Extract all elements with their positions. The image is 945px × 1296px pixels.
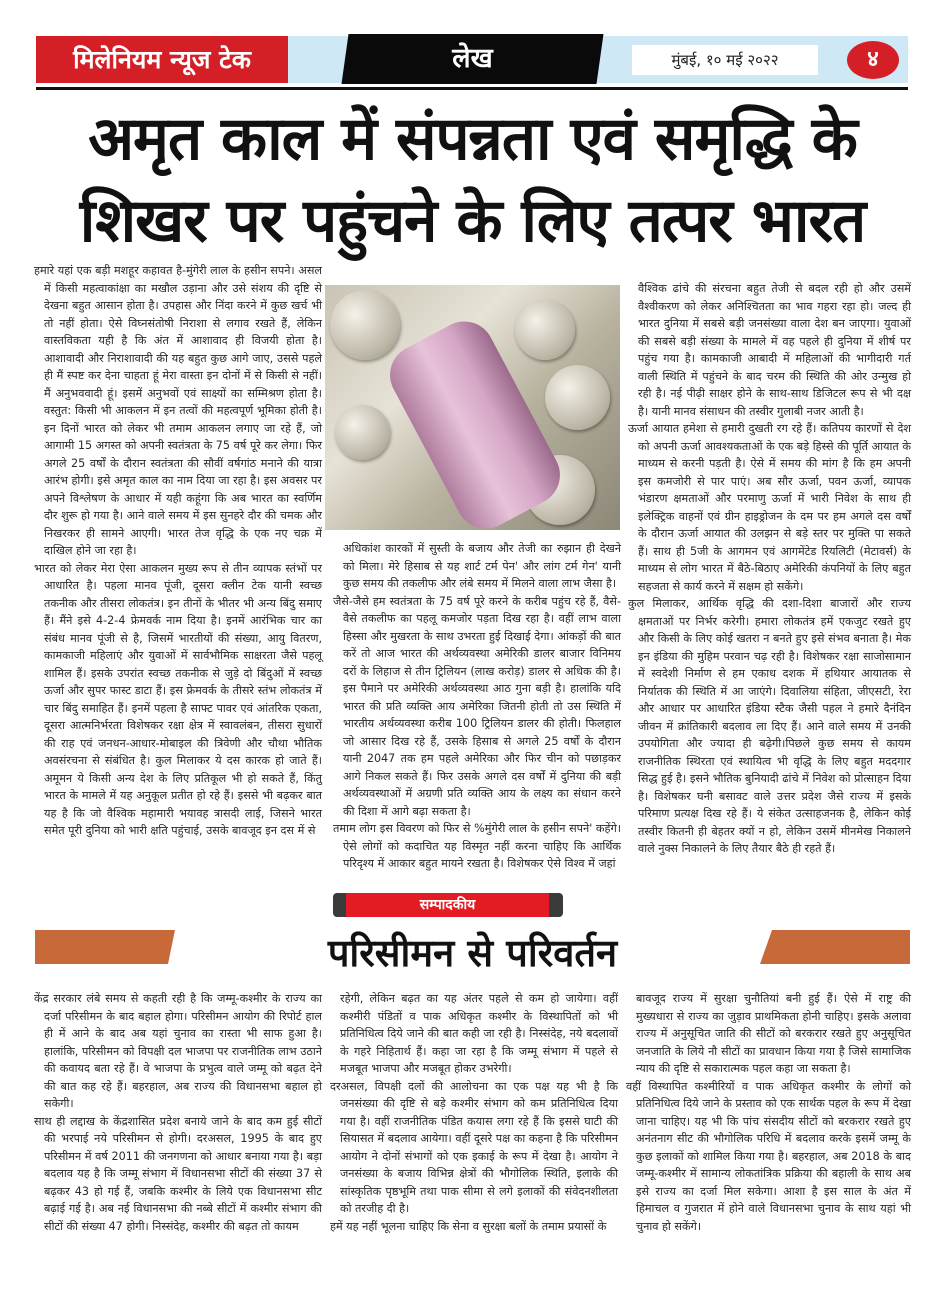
page-number: ४ bbox=[847, 41, 899, 79]
editorial-column-2 bbox=[330, 990, 618, 1235]
header-divider bbox=[36, 87, 908, 90]
coin-image bbox=[330, 290, 400, 360]
coin-image bbox=[545, 365, 610, 430]
paragraph: भारत को लेकर मेरा ऐसा आकलन मुख्य रूप से तीन व्यापक स्तंभों पर आधारित है। पहला मानव पूंजी, दूसरा क्लीन टेक यानी स्वच्छ तकनीक और तीसरा लोकतंत्र। इन तीनों के भीतर भी अन्य बिंदु समाए हैं। मैंने इसे 4-2-4 फ्रेमवर्क नाम दिया है। इनमें आरंभिक चार का संबंध मानव पूंजी से है, जिसमें भारतीयों की संख्या, आयु वितरण, कामकाजी महिलाएं और युवाओं में सार्वभौमिक साक्षरता जैसे पहलू शामिल हैं। इसके उपरांत स्वच्छ तकनीक से जुड़े दो बिंदुओं में स्वच्छ ऊर्जा और सुपर फास्ट डाटा हैं। इस फ्रेमवर्क के तीसरे स्तंभ लोकतंत्र में चार बिंदु समाहित हैं। इनमें पहला है साफ्ट पावर एवं आंतरिक एकता, दूसरा आत्मनिर्भरता विशेषकर रक्षा क्षेत्र में स्वावलंबन, तीसरा सुधारों की राह एवं जनधन-आधार-मोबाइल की त्रिवेणी और चौथा भौतिक अवसंरचना से संबंधित है। कुल मिलाकर ये दस कारक हो जाते हैं। अमूमन ये किसी अन्य देश के लिए प्रतिकूल भी हो सकते हैं, किंतु भारत के मामले में यह अनुकूल प्रतीत हो रहे हैं। इससे भी बढ़कर बात यह है कि जो वैश्विक महामारी भयावह त्रासदी लाई, जिसने भारत समेत पूरी दुनिया को भारी क्षति पहुंचाई, उसके बावजूद इन दस में से bbox=[34, 561, 322, 837]
article-column-3 bbox=[628, 280, 911, 858]
paragraph: तमाम लोग इस विवरण को फिर से %मुंगेरी लाल के हसीन सपने' कहेंगे। ऐसे लोगों को कदाचित यह विस्मृत नहीं करना चाहिए कि आर्थिक परिदृश्य में आकार बहुत मायने रखता है। विशेषकर ऐसे विश्व में जहां bbox=[333, 822, 621, 870]
headline-line-2: शिखर पर पहुंचने के लिए तत्पर भारत bbox=[79, 186, 866, 256]
paragraph: कुल मिलाकर, आर्थिक वृद्धि की दशा-दिशा बाजारों और राज्य क्षमताओं पर निर्भर करेगी। हमारा लोकतंत्र हमें एकजुट रखते हुए और किसी के लिए कोई खतरा न बनते हुए इसे संभव बनाता है। मेक इन इंडिया की मुहिम परवान चढ़ रही है। विशेषकर रक्षा साजोसामान में स्वदेशी निर्माण से हम एकाध दशक में हथियार आयातक से निर्यातक की स्थिति में आ जाएंगे। दिवालिया संहिता, जीएसटी, रेरा और आधार पर आधारित इंडिया स्टैक जैसी पहल ने हमारे दैनंदिन जीवन में क्रांतिकारी बदलाव ला दिए हैं। आने वाले समय में उनकी उपयोगिता और ज्यादा ही बढ़ेगी।पिछले कुछ समय से कायम राजनीतिक स्थिरता एवं स्थायित्व भी वृद्धि के लिए बहुत मददगार सिद्ध हुई है। इसने भौतिक बुनियादी ढांचे में निवेश को प्रोत्साहन दिया है। विशेषकर घनी बसावट वाले उत्तर प्रदेश जैसे राज्य में इसके परिमाण प्रत्यक्ष दिख रहे हैं। ये संकेत उत्साहजनक है, लेकिन कोई तस्वीर कितनी ही बेहतर क्यों न हो, लेकिन उसमें मीनमेख निकालने वाले नुक्स निकालने के लिए तैयार बैठे ही रहते हैं। bbox=[628, 597, 911, 855]
paragraph: हमें यह नहीं भूलना चाहिए कि सेना व सुरक्षा बलों के तमाम प्रयासों के bbox=[330, 1219, 607, 1233]
paragraph: बावजूद राज्य में सुरक्षा चुनौतियां बनी हुई हैं। ऐसे में राष्ट्र की मुख्यधारा से राज्य का जुड़ाव प्राथमिकता होनी चाहिए। इसके अलावा राज्य में अनुसूचित जाति की सीटों को बरकरार रखते हुए अनुसूचित जनजाति के लिये नौ सीटों का प्रावधान किया गया है जिसे सामाजिक न्याय की दृष्टि से सकारात्मक पहल कहा जा सकता है। bbox=[636, 992, 911, 1075]
article-headline bbox=[30, 98, 915, 262]
paragraph: रहेगी, लेकिन बढ़त का यह अंतर पहले से कम हो जायेगा। वहीं कश्मीरी पंडितों व पाक अधिकृत कश्मीर के विस्थापितों को भी प्रतिनिधित्व दिये जाने की बात कही जा रही है। निस्संदेह, नये बदलावों के गहरे निहितार्थ हैं। कहा जा रहा है कि जम्मू संभाग में पहले से मजबूत भाजपा और मजबूत होकर उभरेगी। bbox=[340, 992, 618, 1075]
editorial-column-1 bbox=[34, 990, 322, 1235]
article-column-2 bbox=[333, 540, 621, 873]
coin-image bbox=[515, 300, 575, 360]
paragraph: वैश्विक ढांचे की संरचना बहुत तेजी से बदल रही हो और उसमें वैश्वीकरण को लेकर अनिश्चितता का भाव गहरा रहा हो। जल्द ही भारत दुनिया में सबसे बड़ी जनसंख्या वाला देश बन जाएगा। युवाओं की सबसे बड़ी संख्या के मामले में वह पहले ही दुनिया में शीर्ष पर पहुंच गया है। कामकाजी आबादी में महिलाओं की भागीदारी गर्त वाली स्थिति में पहुंचने के बाद चरम की स्थिति की ओर उन्मुख हो रही है। नई पीढ़ी साक्षर होने के साथ-साथ डिजिटल रूप से भी दक्ष है। यानी मानव संसाधन की तस्वीर गुलाबी नजर आती है। bbox=[638, 282, 911, 418]
article-column-1 bbox=[34, 262, 322, 840]
paragraph: अधिकांश कारकों में सुस्ती के बजाय और तेजी का रुझान ही देखने को मिला। मेरे हिसाब से यह शार्ट टर्म पेन' और लांग टर्म गेन' यानी कुछ समय की तकलीफ और लंबे समय में मिलने वाला लाभ जैसा है। bbox=[343, 542, 621, 590]
newspaper-brand: मिलेनियम न्यूज टेक bbox=[36, 36, 288, 83]
currency-notes-photo bbox=[325, 285, 620, 530]
editorial-label bbox=[333, 893, 563, 917]
decorative-bar-right bbox=[760, 930, 910, 964]
decorative-bar-left bbox=[35, 930, 175, 964]
paragraph: हमारे यहां एक बड़ी मशहूर कहावत है-मुंगेरी लाल के हसीन सपने। असल में किसी महत्वाकांक्षा का मखौल उड़ाना और उसे संशय की दृष्टि से देखना बहुत आसान होता है। उपहास और निंदा करने में कुछ खर्च भी तो नहीं होता। ऐसे विघ्नसंतोषी निराशा से लगाव रखते हैं, लेकिन वास्तविकता यही है कि अंत में आशावाद ही विजयी होता है। आशावादी और निराशावादी की यह बहुत कुछ आगे जाए, उससे पहले ही मैं स्पष्ट कर देना चाहता हूं मेरा वास्ता इन दोनों में से किसी से नहीं। मैं अनुभववादी हूं। इसमें अनुभवों एवं साक्ष्यों का सम्मिश्रण होता है। वस्तुत: किसी भी आकलन में इन तत्वों की महत्वपूर्ण भूमिका होती है। इन दिनों भारत को लेकर भी तमाम आकलन लगाए जा रहे हैं, जो आगामी 15 अगस्त को अपनी स्वतंत्रता के 75 वर्ष पूरे कर लेगा। फिर अगले 25 वर्षों के दौरान स्वतंत्रता की सौवीं वर्षगांठ मनाने की यात्रा आरंभ होगी। इसे अमृत काल का नाम दिया जा रहा है। इस अवसर पर अपने विश्लेषण के आधार में यही कहूंगा कि अब भारत का स्वर्णिम दौर शुरू हो गया है। आने वाले समय में इस सुनहरे दौर की चमक और निखरकर ही सामने आएगी। भारत तेज वृद्धि के एक नए चक्र में दाखिल होने जा रहा है। bbox=[34, 264, 322, 557]
paragraph: वहीं विस्थापित कश्मीरियों व पाक अधिकृत कश्मीर के लोगों को प्रतिनिधित्व दिये जाने के प्रस्ताव को एक सार्थक पहल के रूप में देखा जाना चाहिए। यह भी कि पांच संसदीय सीटों को बरकरार रखते हुए अनंतनाग सीट की भौगोलिक परिधि में बदलाव करके इसमें जम्मू के कुछ इलाकों को शामिल किया गया है। बहरहाल, अब 2018 के बाद जम्मू-कश्मीर में सामान्य लोकतांत्रिक प्रक्रिया की बहाली के साथ अब इसे राज्य का दर्जा मिल सकेगा। आशा है इस साल के अंत में हिमाचल व गुजरात में होने वाले विधानसभा चुनाव के साथ यहां भी चुनाव हो सकेंगे। bbox=[626, 1079, 911, 1233]
section-label bbox=[341, 34, 603, 84]
paragraph: साथ ही लद्दाख के केंद्रशासित प्रदेश बनाये जाने के बाद कम हुई सीटों की भरपाई नये परिसीमन से होगी। दरअसल, 1995 के बाद हुए परिसीमन में वर्ष 2011 की जनगणना को आधार बनाया गया है। बड़ा बदलाव यह है कि जम्मू संभाग में विधानसभा सीटों की संख्या 37 से बढ़कर 43 हो गई हैं, जबकि कश्मीर के लिये एक विधानसभा सीट बढ़ाई गई है। अब नई विधानसभा की नब्बे सीटों में कश्मीर संभाग की सीटों की संख्या 47 होगी। निस्संदेह, कश्मीर की बढ़त तो कायम bbox=[34, 1114, 322, 1233]
editorial-headline: परिसीमन से परिवर्तन bbox=[327, 931, 618, 975]
section-label-text: लेख bbox=[452, 43, 493, 74]
paragraph: जैसे-जैसे हम स्वतंत्रता के 75 वर्ष पूरे करने के करीब पहुंच रहे हैं, वैसे-वैसे तकलीफ का पहलू कमजोर पड़ता दिख रहा है। वहीं लाभ वाला हिस्सा और मुखरता के साथ उभरता हुई दिखाई देगा। आंकड़ों की बात करें तो आज भारत की अर्थव्यवस्था अमेरिकी डालर बाजार विनिमय दरों के लिहाज से तीन ट्रिलियन (लाख करोड़) डालर से अधिक की है। इस पैमाने पर अमेरिकी अर्थव्यवस्था आठ गुना बड़ी है। हालांकि यदि भारत की प्रति व्यक्ति आय अमेरिका जितनी होती तो उस स्थिति में भारतीय अर्थव्यवस्था करीब 100 ट्रिलियन डालर की होती। फिलहाल जो आसार दिख रहे हैं, उसके हिसाब से अगले 25 वर्षों के दौरान यानी 2047 तक हम पहले अमेरिका और फिर चीन को पछाड़कर आगे निकल सकते हैं। फिर उसके अगले दस वर्षों में दुनिया की बड़ी अर्थव्यवस्थाओं में अग्रणी प्रति व्यक्ति आय के लक्ष्य का संधान करने की दिशा में आगे बढ़ा सकता है। bbox=[333, 594, 621, 818]
paragraph: दरअसल, विपक्षी दलों की आलोचना का एक पक्ष यह भी है कि जनसंख्या की दृष्टि से बड़े कश्मीर संभाग को कम प्रतिनिधित्व दिया गया है। वहीं राजनीतिक पंडित कयास लगा रहे हैं कि इससे घाटी की सियासत में बदलाव आयेगा। वहीं दूसरे पक्ष का कहना है कि परिसीमन आयोग ने दोनों संभागों को एक इकाई के रूप में देखा है। आयोग ने जनसंख्या के बजाय विभिन्न क्षेत्रों की भौगोलिक स्थिति, इलाके की सांस्कृतिक पृष्ठभूमि तथा पाक सीमा से लगे इलाकों की संवेदनशीलता को तरजीह दी है। bbox=[330, 1079, 618, 1215]
paragraph: केंद्र सरकार लंबे समय से कहती रही है कि जम्मू-कश्मीर के राज्य का दर्जा परिसीमन के बाद बहाल होगा। परिसीमन आयोग की रिपोर्ट हाल ही में आने के बाद अब यहां चुनाव का रास्ता भी साफ हुआ है। हालांकि, परिसीमन को विपक्षी दल भाजपा पर राजनीतिक लाभ उठाने की कवायद बता रहे हैं। वे भाजपा के प्रभुत्व वाले जम्मू को बढ़त देने की बात कह रहे हैं। बहरहाल, अब राज्य की विधानसभा बहाल हो सकेगी। bbox=[34, 992, 322, 1110]
editorial-label-text: सम्पादकीय bbox=[346, 893, 549, 917]
headline-line-1: अमृत काल में संपन्नता एवं समृद्धि के bbox=[88, 104, 857, 174]
editorial-column-3 bbox=[626, 990, 911, 1235]
edition-date: मुंबई, १० मई २०२२ bbox=[632, 45, 818, 75]
coin-image bbox=[335, 405, 390, 460]
paragraph: ऊर्जा आयात हमेशा से हमारी दुखती रग रहे हैं। कतिपय कारणों से देश को अपनी ऊर्जा आवश्यकताओं के एक बड़े हिस्से की पूर्ति आयात के माध्यम से करनी पड़ती है। ऐसे में समय की मांग है कि हम अपनी इस कमजोरी से पार पाएं। अब सौर ऊर्जा, पवन ऊर्जा, व्यापक भंडारण क्षमताओं और परमाणु ऊर्जा में भारी निवेश के साथ ही इलेक्ट्रिक वाहनों एवं ग्रीन हाइड्रोजन के दम पर हम अगले दस वर्षों के दौरान ऊर्जा आयात की उलझन से बड़े स्तर पर मुक्ति पा सकते हैं। साथ ही 5जी के आगमन एवं आगमेंटेड रियलिटी (मेटावर्स) के माध्यम से लोग भारत में बैठे-बिठाए अमेरिकी कंपनियों के लिए बहुत सहजता से कार्य करने में सक्षम हो सकेंगे। bbox=[628, 422, 911, 593]
